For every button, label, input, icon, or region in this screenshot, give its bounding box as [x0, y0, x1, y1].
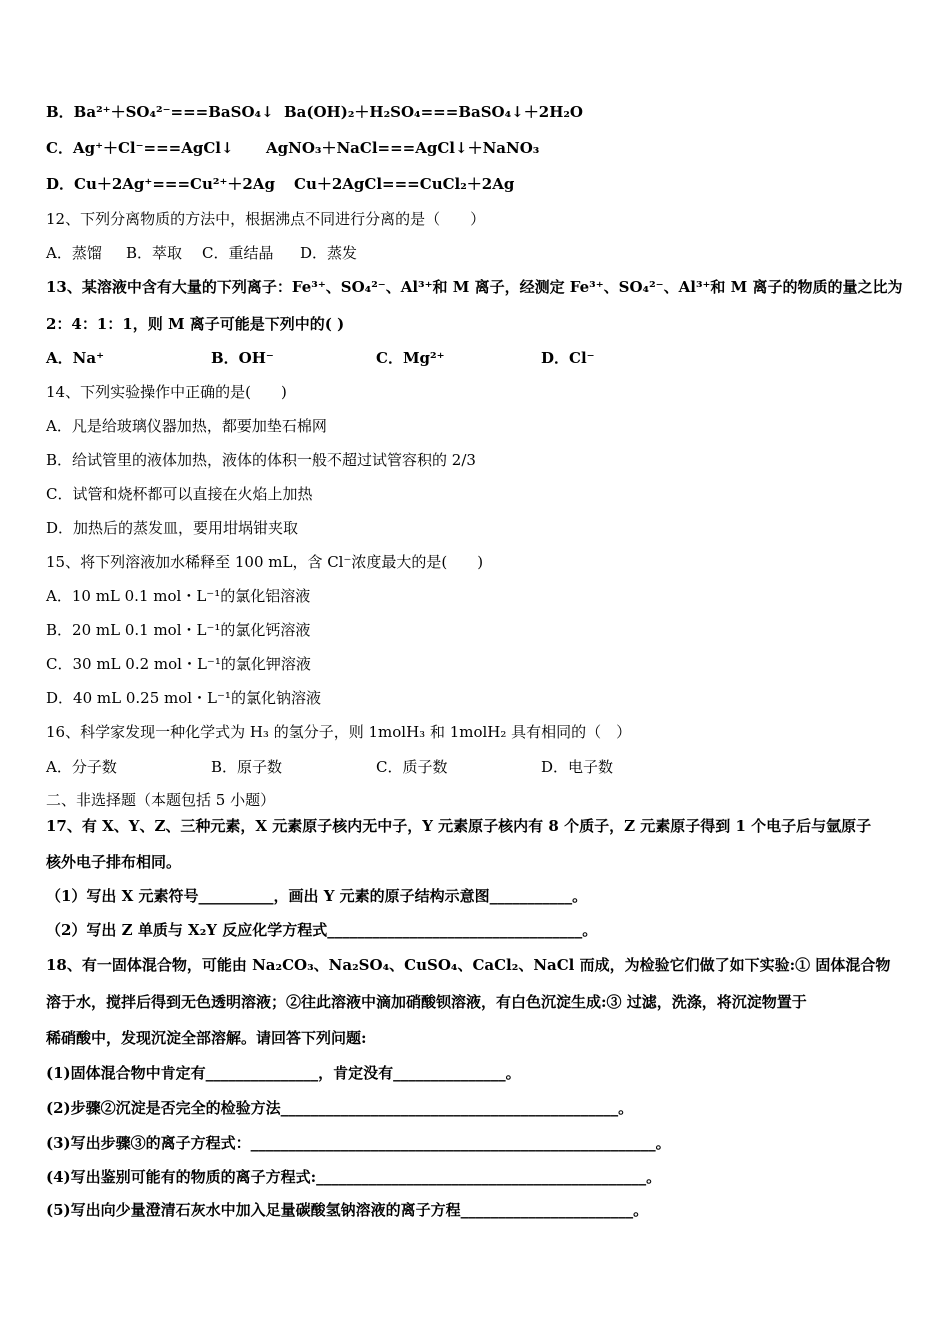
- q18-sub4: (4)写出鉴别可能有的物质的离子方程式:____________________________________________。: [46, 1168, 662, 1186]
- q13-stem-line1: 13、某溶液中含有大量的下列离子：Fe³⁺、SO₄²⁻、Al³⁺和 M 离子，经测定 Fe³⁺、SO₄²⁻、Al³⁺和 M 离子的物质的量之比为: [46, 278, 903, 296]
- q12-option-b: B．萃取: [126, 244, 183, 262]
- q18-sub3: (3)写出步骤③的离子方程式：______________________________________________________。: [46, 1134, 671, 1152]
- q14-stem: 14、下列实验操作中正确的是( ): [46, 383, 287, 401]
- q16-option-a: A．分子数: [46, 758, 117, 776]
- q11-option-d-ionic: D．Cu＋2Ag⁺===Cu²⁺＋2Ag: [46, 175, 275, 193]
- q12-option-a: A．蒸馏: [46, 244, 102, 262]
- q11-option-d: [46, 174, 910, 194]
- q18-stem-line1: 18、有一固体混合物，可能由 Na₂CO₃、Na₂SO₄、CuSO₄、CaCl₂、NaCl 而成，为检验它们做了如下实验:① 固体混合物: [46, 956, 891, 974]
- q11-option-c-ionic: C．Ag⁺＋Cl⁻===AgCl↓: [46, 139, 234, 157]
- q13-option-b: B．OH⁻: [211, 349, 274, 367]
- q14-option-b: B．给试管里的液体加热，液体的体积一般不超过试管容积的 2/3: [46, 451, 476, 469]
- q16-stem: 16、科学家发现一种化学式为 H₃ 的氢分子，则 1molH₃ 和 1molH₂ 具有相同的（ ）: [46, 723, 632, 741]
- q17-sub1: （1）写出 X 元素符号__________，画出 Y 元素的原子结构示意图___________。: [46, 887, 588, 905]
- q18-sub5: (5)写出向少量澄清石灰水中加入足量碳酸氢钠溶液的离子方程_______________________。: [46, 1201, 649, 1219]
- q11-option-d-molecular: Cu＋2AgCl===CuCl₂＋2Ag: [294, 175, 515, 193]
- q15-option-a: A．10 mL 0.1 mol・L⁻¹的氯化铝溶液: [46, 587, 311, 605]
- q17-stem-line2: 核外电子排布相同。: [46, 853, 182, 871]
- q12-stem: 12、下列分离物质的方法中，根据沸点不同进行分离的是（ ）: [46, 210, 486, 228]
- q12-options: [46, 243, 910, 263]
- q18-sub1: (1)固体混合物中肯定有_______________，肯定没有_______________。: [46, 1064, 521, 1082]
- q13-option-c: C．Mg²⁺: [376, 349, 445, 367]
- q13-option-d: D．Cl⁻: [541, 349, 595, 367]
- q13-option-a: A．Na⁺: [46, 349, 104, 367]
- q16-option-b: B．原子数: [211, 758, 283, 776]
- q16-option-d: D．电子数: [541, 758, 614, 776]
- q16-options: [46, 757, 910, 777]
- q12-option-d: D．蒸发: [300, 244, 358, 262]
- q13-options: [46, 348, 910, 368]
- q11-option-b: [46, 102, 910, 122]
- q17-stem-line1: 17、有 X、Y、Z、三种元素，X 元素原子核内无中子，Y 元素原子核内有 8 个质子，Z 元素原子得到 1 个电子后与氩原子: [46, 817, 872, 835]
- q11-option-c-molecular: AgNO₃＋NaCl===AgCl↓＋NaNO₃: [266, 139, 540, 157]
- q11-option-b-molecular: Ba(OH)₂＋H₂SO₄===BaSO₄↓＋2H₂O: [284, 103, 583, 121]
- q16-option-c: C．质子数: [376, 758, 448, 776]
- q14-option-c: C．试管和烧杯都可以直接在火焰上加热: [46, 485, 313, 503]
- q18-stem-line3: 稀硝酸中，发现沉淀全部溶解。请回答下列问题:: [46, 1029, 367, 1047]
- q11-option-b-ionic: B．Ba²⁺＋SO₄²⁻===BaSO₄↓: [46, 103, 274, 121]
- q13-stem-line2: 2：4：1：1，则 M 离子可能是下列中的( ): [46, 315, 345, 333]
- q12-option-c: C．重结晶: [202, 244, 274, 262]
- q15-stem: 15、将下列溶液加水稀释至 100 mL，含 Cl⁻浓度最大的是( ): [46, 553, 484, 571]
- q18-stem-line2: 溶于水，搅拌后得到无色透明溶液；②往此溶液中滴加硝酸钡溶液，有白色沉淀生成:③ 过滤，洗涤，将沉淀物置于: [46, 993, 807, 1011]
- q14-option-d: D．加热后的蒸发皿，要用坩埚钳夹取: [46, 519, 299, 537]
- section-heading: 二、非选择题（本题包括 5 小题）: [46, 791, 276, 809]
- q18-sub2: (2)步骤②沉淀是否完全的检验方法_____________________________________________。: [46, 1099, 634, 1117]
- q15-option-d: D．40 mL 0.25 mol・L⁻¹的氯化钠溶液: [46, 689, 321, 707]
- q15-option-c: C．30 mL 0.2 mol・L⁻¹的氯化钾溶液: [46, 655, 311, 673]
- q14-option-a: A．凡是给玻璃仪器加热，都要加垫石棉网: [46, 417, 327, 435]
- q15-option-b: B．20 mL 0.1 mol・L⁻¹的氯化钙溶液: [46, 621, 311, 639]
- q11-option-c: [46, 138, 910, 158]
- q17-sub2: （2）写出 Z 单质与 X₂Y 反应化学方程式__________________________________。: [46, 921, 598, 939]
